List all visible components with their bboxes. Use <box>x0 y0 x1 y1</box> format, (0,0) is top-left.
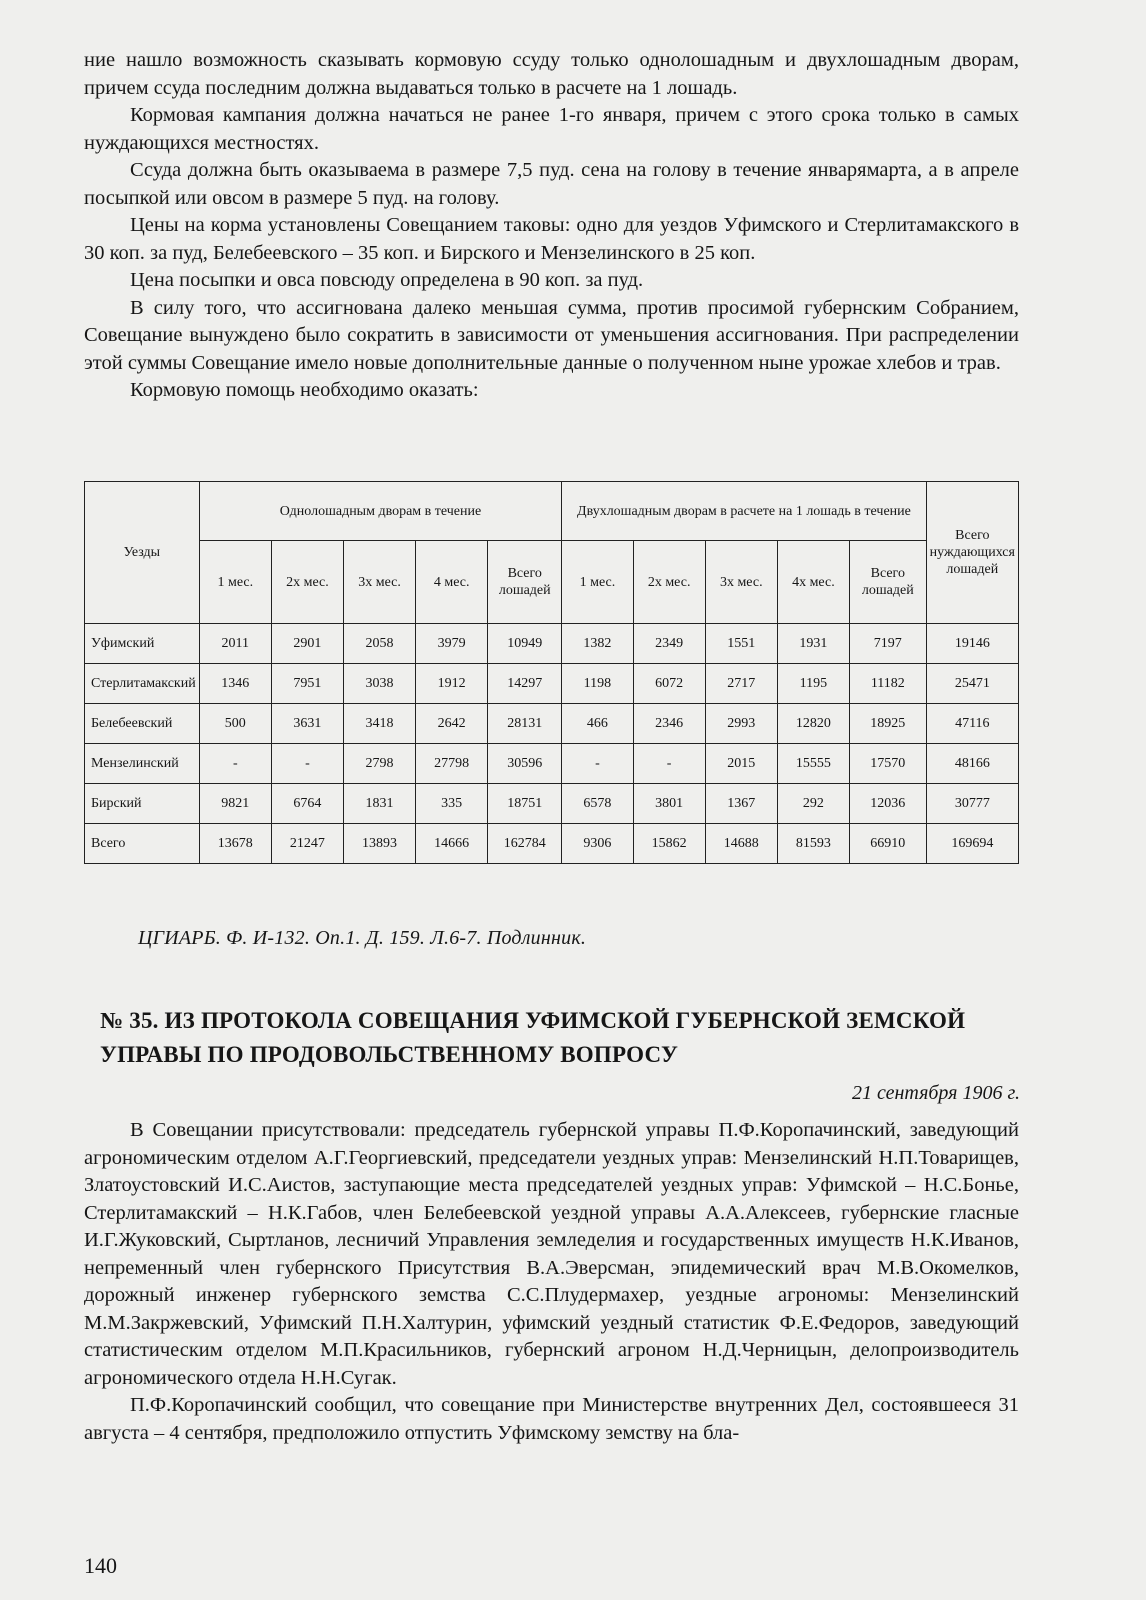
column-header: 1 мес. <box>562 541 633 624</box>
table-body <box>85 624 1019 864</box>
table-cell: 3631 <box>271 704 343 744</box>
table-cell: 466 <box>562 704 633 744</box>
table-cell: 9821 <box>199 784 271 824</box>
table-cell: 2717 <box>705 664 777 704</box>
body-text-top <box>84 47 1019 405</box>
table-cell: 48166 <box>926 744 1018 784</box>
table-cell: - <box>562 744 633 784</box>
paragraph: ние нашло возможность сказывать кормовую ссуду только однолошадным и двухлошадным дворам, причем ссуда последним должна выдаваться только в расчете на 1 лошадь. <box>84 49 1019 99</box>
table-cell: 2058 <box>343 624 415 664</box>
table-cell: - <box>271 744 343 784</box>
table-row <box>85 624 1019 664</box>
table-cell: 3038 <box>343 664 415 704</box>
paragraph: В Совещании присутствовали: председатель губернской управы П.Ф.Коропачинский, заведующий агрономическим отделом А.Г.Георгиевский, председатели уездных управ: Мензелинский Н.П.Товарищев, Златоустовский И.С.Аистов, заступающие места председателей уездных управ: Уфимской – Н.С.Бонье, Стерлитамакский – Н.К.Габов, член Белебеевской уездной управы А.А.Алексеев, губернские гласные И.Г.Жуковский, Сыртланов, лесничий Управления земледелия и государственных имуществ Н.К.Иванов, непременный член губернского Присутствия В.А.Эверсман, эпидемический врач М.В.Окомелков, дорожный инженер губернского земства С.С.Плудермахер, уездные агрономы: Мензелинский М.М.Закржевский, Уфимский П.Н.Халтурин, уфимский уездный статистик Ф.Е.Федоров, заведующий статистическим отделом М.П.Красильников, губернский агроном Н.Д.Черницын, делопроизводитель агрономического отдела Н.Н.Сугак. <box>84 1119 1019 1389</box>
document-title: № 35. ИЗ ПРОТОКОЛА СОВЕЩАНИЯ УФИМСКОЙ ГУБЕРНСКОЙ ЗЕМСКОЙ УПРАВЫ ПО ПРОДОВОЛЬСТВЕННОМУ ВОПРОСУ <box>100 1008 966 1067</box>
table-cell: 27798 <box>416 744 488 784</box>
table-cell: 1367 <box>705 784 777 824</box>
table-row <box>85 704 1019 744</box>
column-header: 4 мес. <box>416 541 488 624</box>
table-cell: 1198 <box>562 664 633 704</box>
table-cell: 11182 <box>849 664 926 704</box>
table-cell: 3801 <box>633 784 705 824</box>
table-cell: 2642 <box>416 704 488 744</box>
table-cell: 162784 <box>488 824 562 864</box>
table-cell: 12820 <box>777 704 849 744</box>
column-group-one-horse: Однолошадным дворам в течение <box>199 482 562 541</box>
table-cell: 18925 <box>849 704 926 744</box>
table-cell: 6578 <box>562 784 633 824</box>
row-label-uezd: Белебеевский <box>85 704 200 744</box>
body-text-bottom <box>84 1117 1019 1447</box>
paragraph: Кормовая кампания должна начаться не ранее 1-го января, причем с этого срока только в самых нуждающихся местностях. <box>84 104 1019 154</box>
table-cell: 28131 <box>488 704 562 744</box>
row-label-uezd: Всего <box>85 824 200 864</box>
table-cell: 7951 <box>271 664 343 704</box>
column-header-total-horses: Всего нуждающихся лошадей <box>926 482 1018 624</box>
paragraph: В силу того, что ассигнована далеко меньшая сумма, против просимой губернским Собранием, Совещание вынуждено было сократить в зависимости от уменьшения ассигнования. При распределении этой суммы Совещание имело новые дополнительные данные о полученном ныне урожае хлебов и трав. <box>84 296 1019 374</box>
fodder-aid-table <box>84 481 1019 864</box>
table-cell: 6072 <box>633 664 705 704</box>
column-header: 3х мес. <box>705 541 777 624</box>
table-cell: 10949 <box>488 624 562 664</box>
table-cell: 30777 <box>926 784 1018 824</box>
paragraph: П.Ф.Коропачинский сообщил, что совещание при Министерстве внутренних Дел, состоявшееся 31 августа – 4 сентября, предположило отпустить Уфимскому земству на бла- <box>84 1394 1019 1444</box>
column-header: 2х мес. <box>271 541 343 624</box>
table-row <box>85 744 1019 784</box>
table-cell: 2901 <box>271 624 343 664</box>
column-header: 4х мес. <box>777 541 849 624</box>
table-cell: 2346 <box>633 704 705 744</box>
table-cell: 81593 <box>777 824 849 864</box>
column-header: 1 мес. <box>199 541 271 624</box>
table-row <box>85 784 1019 824</box>
table-row <box>85 664 1019 704</box>
table-cell: 14688 <box>705 824 777 864</box>
row-label-uezd: Уфимский <box>85 624 200 664</box>
table-cell: 1912 <box>416 664 488 704</box>
table-cell: - <box>633 744 705 784</box>
table-cell: 2011 <box>199 624 271 664</box>
table-cell: 14666 <box>416 824 488 864</box>
table-cell: 1931 <box>777 624 849 664</box>
table-cell: 2798 <box>343 744 415 784</box>
table-cell: 17570 <box>849 744 926 784</box>
table-cell: 21247 <box>271 824 343 864</box>
column-group-two-horse: Двухлошадным дворам в расчете на 1 лошадь в течение <box>562 482 926 541</box>
table-cell: 3979 <box>416 624 488 664</box>
table-cell: 2015 <box>705 744 777 784</box>
column-header: Всего лошадей <box>849 541 926 624</box>
archive-source-citation: ЦГИАРБ. Ф. И-132. Оп.1. Д. 159. Л.6-7. Подлинник. <box>138 927 587 949</box>
table-cell: 14297 <box>488 664 562 704</box>
table-cell: 2993 <box>705 704 777 744</box>
table-cell: 292 <box>777 784 849 824</box>
table-cell: 2349 <box>633 624 705 664</box>
table-cell: 30596 <box>488 744 562 784</box>
column-header: 3х мес. <box>343 541 415 624</box>
table-cell: 1346 <box>199 664 271 704</box>
paragraph: Ссуда должна быть оказываема в размере 7,5 пуд. сена на голову в течение январямарта, а в апреле посыпкой или овсом в размере 5 пуд. на голову. <box>84 159 1019 209</box>
paragraph: Цена посыпки и овса повсюду определена в 90 коп. за пуд. <box>130 269 644 291</box>
table-cell: 15862 <box>633 824 705 864</box>
table-cell: 1831 <box>343 784 415 824</box>
table-cell: 66910 <box>849 824 926 864</box>
table-cell: 6764 <box>271 784 343 824</box>
table-cell: 19146 <box>926 624 1018 664</box>
table-cell: 500 <box>199 704 271 744</box>
row-label-uezd: Бирский <box>85 784 200 824</box>
column-header: Всего лошадей <box>488 541 562 624</box>
table-cell: 335 <box>416 784 488 824</box>
column-header-uezd: Уезды <box>85 482 200 624</box>
table-cell: 47116 <box>926 704 1018 744</box>
table-row <box>85 824 1019 864</box>
table-cell: 18751 <box>488 784 562 824</box>
row-label-uezd: Мензелинский <box>85 744 200 784</box>
table-cell: 3418 <box>343 704 415 744</box>
table-cell: 1195 <box>777 664 849 704</box>
paragraph: Цены на корма установлены Совещанием таковы: одно для уездов Уфимского и Стерлитамакского в 30 коп. за пуд, Белебеевского – 35 коп. и Бирского и Мензелинского в 25 коп. <box>84 214 1019 264</box>
table-cell: - <box>199 744 271 784</box>
table-cell: 15555 <box>777 744 849 784</box>
table-cell: 13678 <box>199 824 271 864</box>
table-cell: 169694 <box>926 824 1018 864</box>
page-number: 140 <box>84 1553 117 1578</box>
table-cell: 7197 <box>849 624 926 664</box>
table-cell: 12036 <box>849 784 926 824</box>
column-header: 2х мес. <box>633 541 705 624</box>
table-cell: 1551 <box>705 624 777 664</box>
table-cell: 25471 <box>926 664 1018 704</box>
table-cell: 13893 <box>343 824 415 864</box>
table-cell: 1382 <box>562 624 633 664</box>
row-label-uezd: Стерлитамакский <box>85 664 200 704</box>
document-date: 21 сентября 1906 г. <box>851 1082 1020 1104</box>
paragraph: Кормовую помощь необходимо оказать: <box>130 379 479 401</box>
table-cell: 9306 <box>562 824 633 864</box>
